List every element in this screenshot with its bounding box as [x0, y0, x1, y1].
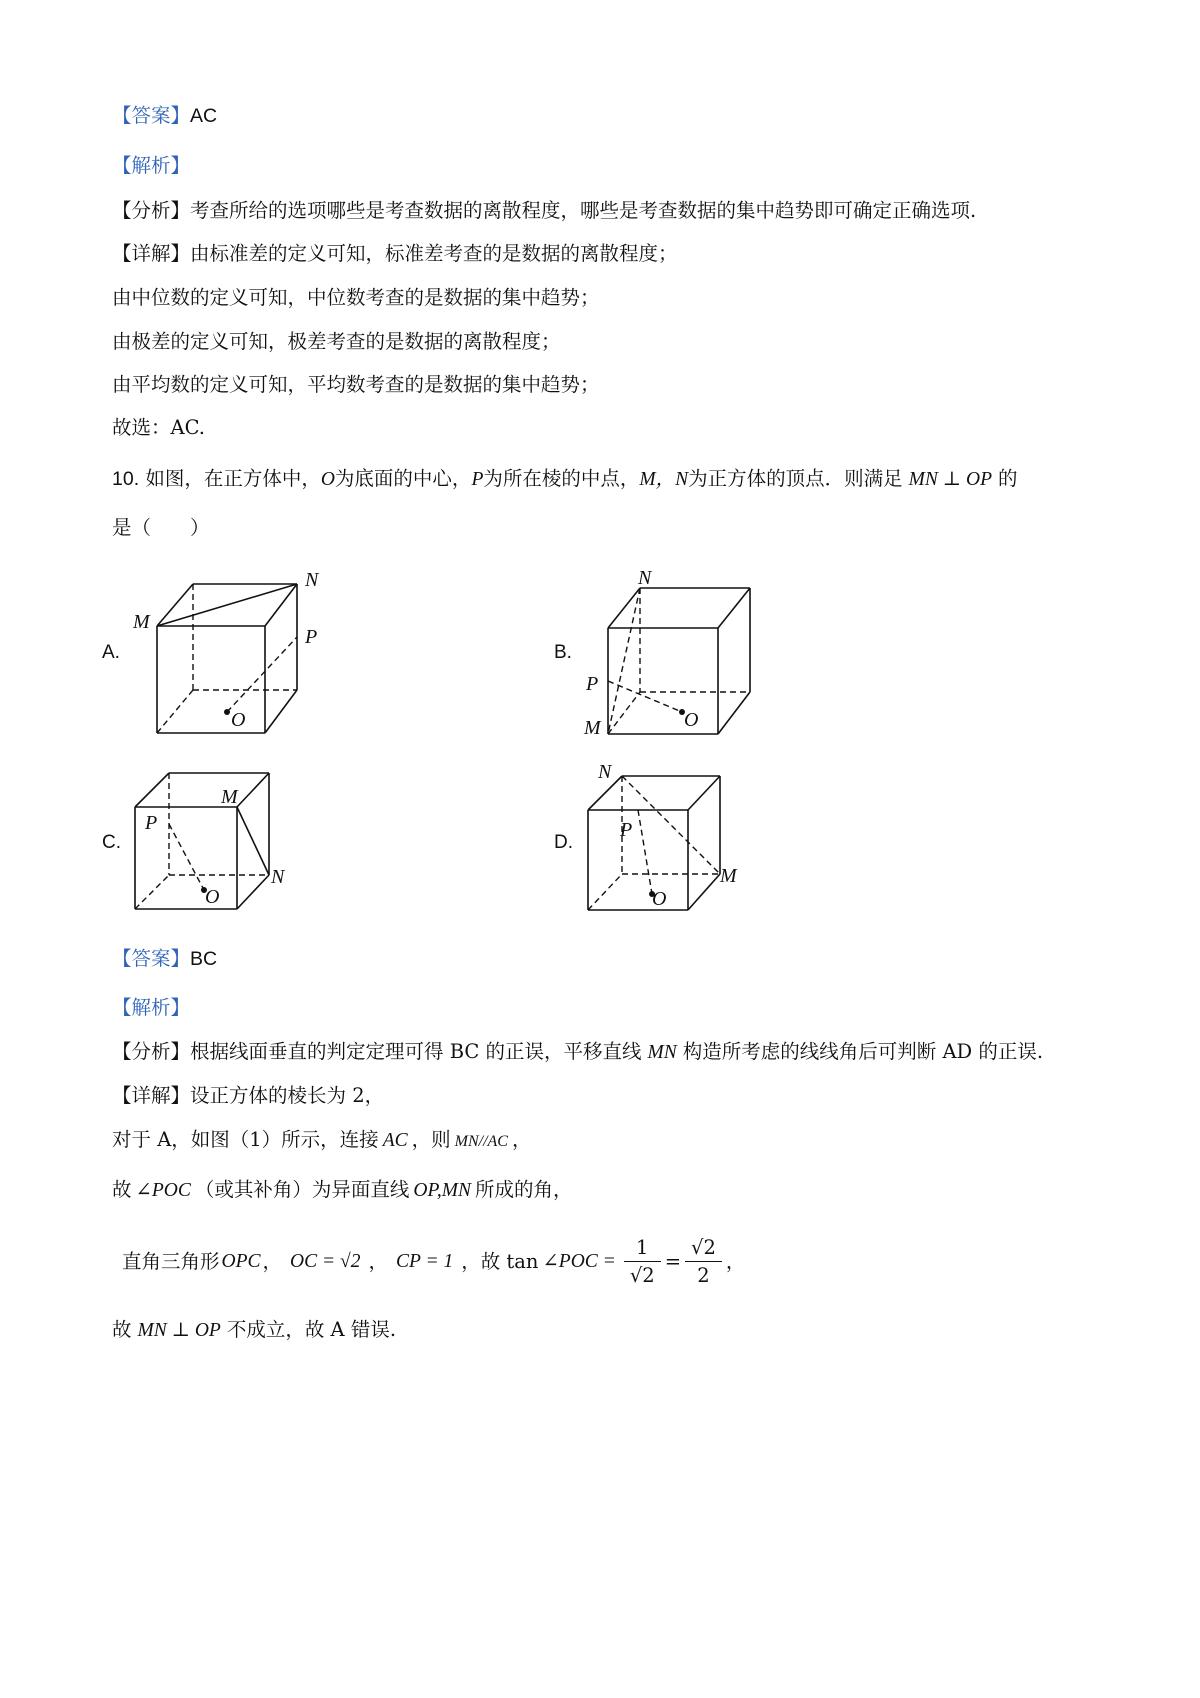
math-OC: OC = √2	[290, 1251, 361, 1273]
fraction-numerator: √2	[685, 1236, 722, 1262]
math-CP: CP = 1	[396, 1251, 454, 1273]
text: 故	[112, 1178, 132, 1201]
label-P: P	[620, 819, 633, 841]
text: 故	[112, 1318, 132, 1341]
equals: =	[664, 1250, 682, 1274]
label-N: N	[638, 567, 652, 589]
fraction-numerator: 1	[624, 1236, 661, 1262]
q10-line-b	[112, 1180, 573, 1201]
q9-line-2: 由极差的定义可知，极差考查的是数据的离散程度；	[112, 330, 561, 353]
label-P: P	[145, 812, 158, 834]
label-N: N	[305, 569, 319, 591]
stem-text: 为底面的中心，	[334, 467, 472, 490]
figure-c	[125, 765, 305, 915]
q9-answer-line	[112, 106, 217, 127]
q9-xiangjie	[112, 244, 678, 264]
label-N: N	[598, 762, 612, 783]
label-O: O	[205, 886, 220, 908]
label-P: P	[586, 673, 599, 695]
stem-text: 的	[998, 467, 1018, 490]
xiangjie-text: 由标准差的定义可知，标准差考查的是数据的离散程度；	[190, 242, 678, 265]
answer-label: 【答案】	[112, 947, 191, 970]
fraction-denominator: √2	[629, 1264, 655, 1288]
q9-line-1: 由中位数的定义可知，中位数考查的是数据的集中趋势；	[112, 286, 600, 309]
stem-MN: M，N	[639, 469, 689, 490]
label-M: M	[133, 611, 150, 633]
xiangjie-label: 【详解】	[112, 1084, 191, 1107]
text: 所成的角，	[474, 1178, 573, 1201]
answer-label: 【答案】	[112, 104, 191, 127]
fenxi-text: 考查所给的选项哪些是考查数据的离散程度，哪些是考查数据的集中趋势即可确定正确选项.	[190, 199, 977, 222]
math-condition: MN ⊥ OP	[137, 1320, 221, 1341]
text: （或其补角）为异面直线	[194, 1178, 410, 1201]
xiangjie-label: 【详解】	[112, 242, 191, 265]
label-M: M	[720, 865, 737, 887]
text: ，	[368, 1250, 388, 1274]
stem-O: O	[320, 469, 335, 490]
text: 直角三角形	[122, 1250, 220, 1274]
label-O: O	[684, 709, 699, 731]
analysis-label: 【解析】	[112, 154, 191, 177]
stem-P: P	[471, 469, 484, 490]
q10-stem	[112, 469, 1018, 490]
q10-stem-line2: 是（ ）	[112, 516, 210, 539]
analysis-label: 【解析】	[112, 996, 191, 1019]
question-number: 10.	[112, 468, 140, 490]
option-a-label: A.	[102, 642, 120, 663]
fraction-denominator: 2	[697, 1264, 710, 1288]
q9-line-3: 由平均数的定义可知，平均数考查的是数据的集中趋势；	[112, 373, 600, 396]
fenxi-MN: MN	[647, 1042, 677, 1063]
stem-condition: MN ⊥ OP	[908, 469, 992, 490]
option-c-label: C.	[102, 832, 121, 853]
q9-line-4: 故选：AC.	[112, 416, 206, 439]
figure-a	[125, 566, 345, 736]
q10-fenxi	[112, 1042, 1043, 1063]
q10-line-a	[112, 1130, 531, 1151]
xiangjie-text: 设正方体的棱长为 2，	[190, 1084, 385, 1107]
option-b-label: B.	[554, 642, 572, 663]
label-O: O	[231, 709, 246, 731]
label-M: M	[221, 786, 238, 808]
label-M: M	[584, 717, 601, 739]
fraction-2	[685, 1236, 722, 1288]
q9-fenxi	[112, 201, 976, 221]
text: 对于 A，如图（1）所示，连接	[112, 1128, 379, 1151]
math-OPC: OPC	[221, 1251, 261, 1273]
label-O: O	[652, 888, 667, 910]
fenxi-label: 【分析】	[112, 1040, 191, 1063]
q10-line-d	[112, 1320, 396, 1341]
fenxi-label: 【分析】	[112, 199, 191, 222]
stem-text: 为所在棱的中点，	[483, 467, 640, 490]
text: ，则	[411, 1128, 451, 1151]
q10-xiangjie	[112, 1086, 384, 1106]
answer-value: BC	[190, 948, 218, 970]
fenxi-text: 构造所考虑的线线角后可判断 AD 的正误.	[682, 1040, 1044, 1063]
math-lines: OP,MN	[413, 1180, 471, 1201]
label-P: P	[305, 626, 318, 648]
text: ，	[262, 1250, 283, 1274]
math-parallel: MN//AC	[454, 1133, 508, 1150]
q10-answer-line	[112, 949, 217, 970]
figure-d	[580, 762, 760, 914]
q10-line-c	[122, 1236, 745, 1288]
label-N: N	[271, 866, 285, 888]
option-d-label: D.	[554, 832, 573, 853]
text: ，	[511, 1128, 532, 1151]
figure-b	[580, 564, 780, 742]
text: ，故 tan	[461, 1250, 539, 1274]
text: ，	[725, 1250, 746, 1274]
answer-value: AC	[190, 105, 218, 127]
fraction-1	[624, 1236, 661, 1288]
math-angle: ∠POC	[135, 1180, 191, 1201]
math-angle: ∠POC =	[542, 1251, 616, 1273]
stem-text: 为正方体的顶点．则满足	[688, 467, 903, 490]
math-AC: AC	[382, 1130, 408, 1151]
text: 不成立，故 A 错误.	[226, 1318, 397, 1341]
fenxi-text: 根据线面垂直的判定定理可得 BC 的正误，平移直线	[190, 1040, 642, 1063]
stem-text: 如图，在正方体中，	[145, 467, 321, 490]
